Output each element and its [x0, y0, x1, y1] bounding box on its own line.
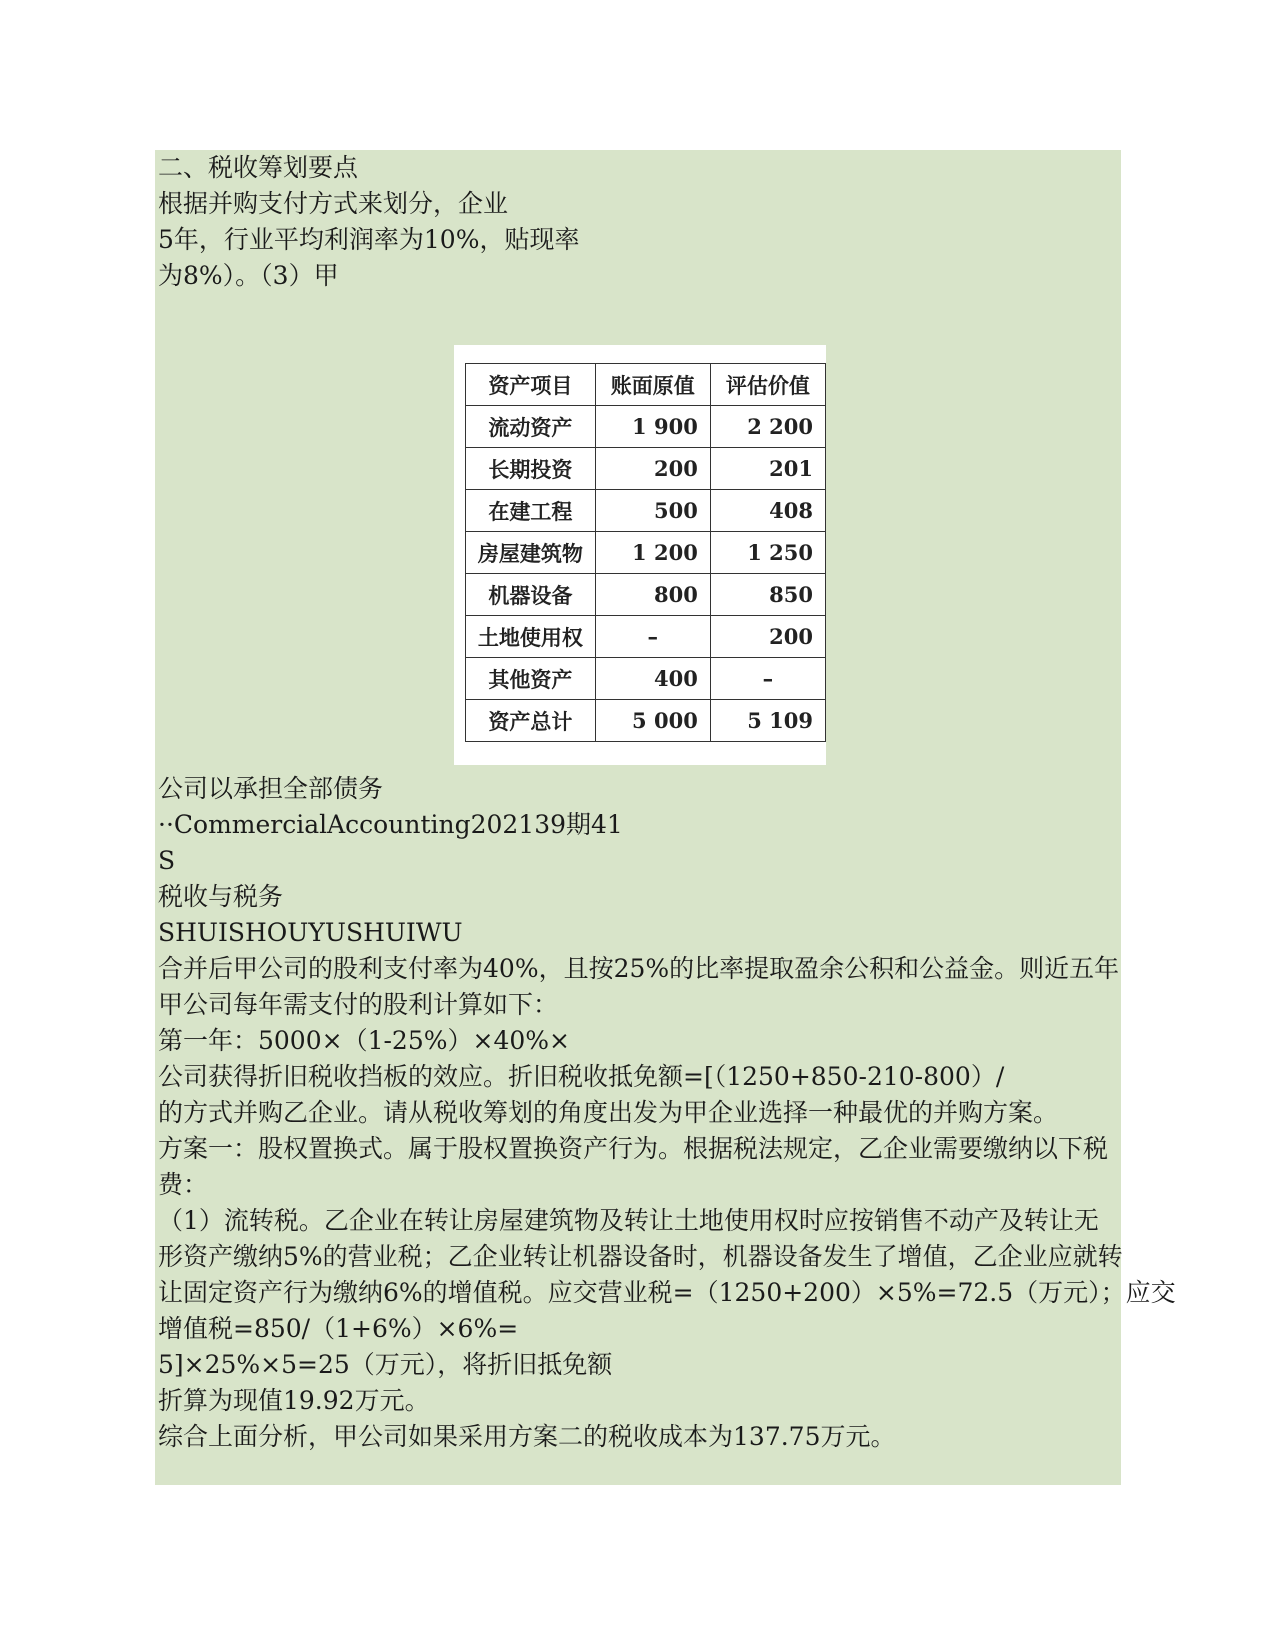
table-cell: 房屋建筑物 [466, 532, 596, 574]
table-cell: 850 [710, 574, 825, 616]
table-row [466, 448, 826, 490]
text-line: S [158, 846, 176, 875]
table-cell: – [595, 616, 710, 658]
column-header: 评估价值 [710, 364, 825, 406]
table-row [466, 406, 826, 448]
text-line: 合并后甲公司的股利支付率为40%，且按25%的比率提取盈余公积和公益金。则近五年 [158, 954, 1120, 983]
table-header-row [466, 364, 826, 406]
column-header: 资产项目 [466, 364, 596, 406]
table-cell: 其他资产 [466, 658, 596, 700]
table-cell: 500 [595, 490, 710, 532]
text-line: 让固定资产行为缴纳6%的增值税。应交营业税=（1250+200）×5%=72.5（万元）；应交 [158, 1278, 1176, 1307]
table-cell: 土地使用权 [466, 616, 596, 658]
text-line: 为8%）。（3）甲 [158, 261, 339, 290]
text-line: 综合上面分析，甲公司如果采用方案二的税收成本为137.75万元。 [158, 1422, 896, 1451]
table-cell: 资产总计 [466, 700, 596, 742]
text-line: 5]×25%×5=25（万元），将折旧抵免额 [158, 1350, 613, 1379]
table-row [466, 658, 826, 700]
text-line: 公司获得折旧税收挡板的效应。折旧税收抵免额=[（1250+850-210-800）/ [158, 1062, 1005, 1091]
column-header: 账面原值 [595, 364, 710, 406]
table-row [466, 700, 826, 742]
table-row [466, 574, 826, 616]
text-line: 折算为现值19.92万元。 [158, 1386, 430, 1415]
journal-footer: ··CommercialAccounting202139期41 [158, 810, 623, 839]
table-cell: 408 [710, 490, 825, 532]
table-row [466, 490, 826, 532]
table-cell: 机器设备 [466, 574, 596, 616]
text-line: 方案一：股权置换式。属于股权置换资产行为。根据税法规定，乙企业需要缴纳以下税 [158, 1134, 1109, 1163]
text-line: 公司以承担全部债务 [158, 774, 384, 803]
text-line: （1）流转税。乙企业在转让房屋建筑物及转让土地使用权时应按销售不动产及转让无 [158, 1206, 1099, 1235]
text-line: 增值税=850/（1+6%）×6%= [158, 1314, 519, 1343]
table-cell: 800 [595, 574, 710, 616]
table-cell: 200 [595, 448, 710, 490]
text-line: 费： [158, 1170, 209, 1199]
table-cell: 1 250 [710, 532, 825, 574]
table-cell: 1 900 [595, 406, 710, 448]
table-cell: 流动资产 [466, 406, 596, 448]
table-cell: 200 [710, 616, 825, 658]
asset-table-image [454, 345, 826, 765]
table-cell: – [710, 658, 825, 700]
table-cell: 在建工程 [466, 490, 596, 532]
section-heading: 二、税收筹划要点 [158, 153, 359, 182]
text-line: 形资产缴纳5%的营业税；乙企业转让机器设备时，机器设备发生了增值，乙企业应就转 [158, 1242, 1123, 1271]
table-cell: 400 [595, 658, 710, 700]
text-line: 第一年：5000×（1-25%）×40%× [158, 1026, 570, 1055]
text-line: 根据并购支付方式来划分，企业 [158, 189, 509, 218]
asset-table [465, 363, 826, 742]
section-name: 税收与税务 [158, 882, 284, 911]
text-line: 的方式并购乙企业。请从税收筹划的角度出发为甲企业选择一种最优的并购方案。 [158, 1098, 1059, 1127]
table-cell: 201 [710, 448, 825, 490]
text-line: 5年，行业平均利润率为10%，贴现率 [158, 225, 580, 254]
table-row [466, 616, 826, 658]
table-cell: 1 200 [595, 532, 710, 574]
table-row [466, 532, 826, 574]
section-name-pinyin: SHUISHOUYUSHUIWU [158, 918, 463, 947]
table-cell: 长期投资 [466, 448, 596, 490]
table-cell: 5 109 [710, 700, 825, 742]
table-cell: 5 000 [595, 700, 710, 742]
table-cell: 2 200 [710, 406, 825, 448]
text-line: 甲公司每年需支付的股利计算如下： [158, 990, 559, 1019]
